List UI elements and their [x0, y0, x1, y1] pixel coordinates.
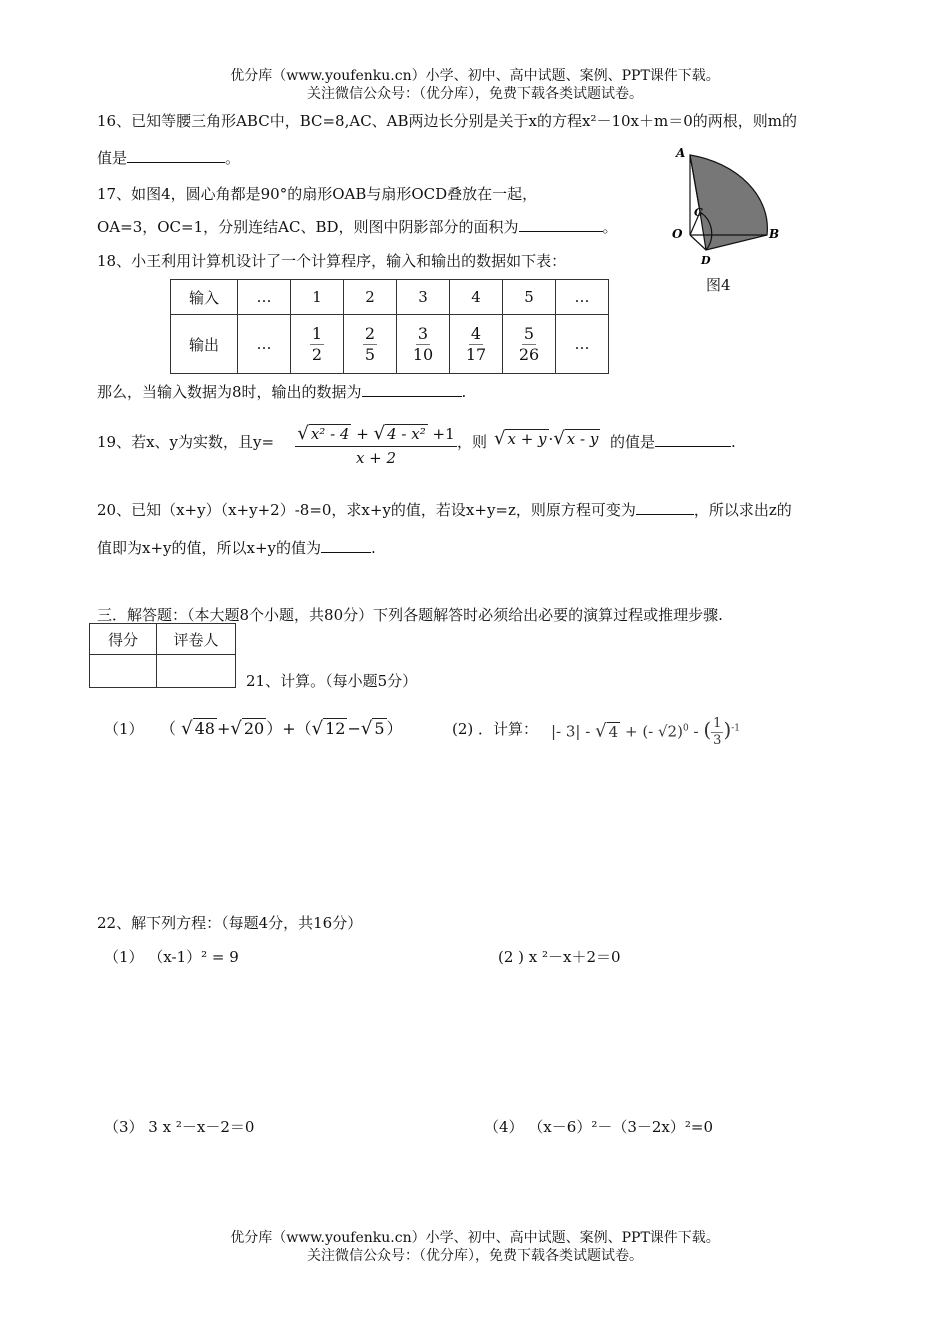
fraction-numerator: 5	[523, 323, 535, 343]
q20-line1-text: 20、已知（x+y）（x+y+2）-8=0，求x+y的值，若设x+y=z，则原方程可变为	[97, 501, 636, 519]
q21-part1-expression	[160, 716, 403, 739]
fraction-denominator: 10	[412, 344, 434, 364]
fraction-numerator: 1	[311, 323, 323, 343]
score-table	[89, 623, 236, 688]
q19-suffix-end: .	[731, 433, 736, 451]
q21-p2-plus: +	[624, 722, 638, 741]
q18-after-text: 那么，当输入数据为8时，输出的数据为	[97, 383, 362, 401]
q21-p1-r3: 12	[325, 719, 346, 738]
q19-prefix: 19、若x、y为实数，且y=	[97, 433, 275, 451]
q21-title: 21、计算。（每小题5分）	[246, 672, 418, 690]
figure-caption: 图4	[706, 276, 731, 294]
label-a: A	[676, 146, 686, 160]
q21-p2-exp1: -1	[731, 723, 741, 734]
q21-p1-mid: ）+（	[266, 719, 312, 738]
io-cell-input: 5	[503, 280, 556, 315]
q19-fraction-numerator	[295, 423, 457, 447]
q21-p1-minus: −	[347, 719, 361, 738]
q20-line2	[97, 537, 376, 558]
io-cell-input: 2	[344, 280, 397, 315]
radical-sign: √	[595, 720, 607, 742]
page-header-line2: 关注微信公众号：（优分库），免费下载各类试题试卷。	[307, 86, 643, 102]
radical-sign: √	[373, 423, 386, 444]
q17-line1: 17、如图4，圆心角都是90°的扇形OAB与扇形OCD叠放在一起，	[97, 185, 538, 203]
q21-p2-minus1: -	[585, 722, 591, 741]
q19-radicand-1: x² - 4	[310, 425, 350, 443]
score-header-grader: 评卷人	[157, 624, 236, 655]
q19-fraction	[295, 423, 457, 467]
score-table-body	[90, 655, 236, 688]
fraction-numerator: 4	[470, 323, 482, 343]
q20-answer-blank-1	[636, 500, 694, 515]
q18-after-end: .	[461, 383, 467, 401]
q21-part2-expression	[551, 716, 740, 749]
label-c: C	[694, 206, 703, 219]
q16-line2-end: 。	[225, 149, 241, 167]
q20-line1-end: ，所以求出z的	[693, 501, 792, 519]
q16-answer-blank	[127, 148, 225, 163]
q21-p2-exp0: 0	[682, 723, 689, 734]
io-cell-output	[344, 315, 397, 374]
radical-sign: √	[360, 718, 373, 739]
score-header-score: 得分	[90, 624, 157, 655]
q17-line2	[97, 216, 618, 237]
q19-dot: ·	[548, 430, 554, 448]
q22-equation-4: （4） （x－6）²－（3－2x）²=0	[484, 1118, 713, 1136]
page-footer-line1: 优分库（www.youfenku.cn）小学、初中、高中试题、案例、PPT课件下载。	[230, 1230, 720, 1246]
grader-cell	[157, 655, 236, 688]
q19-radicand-2: 4 - x²	[387, 425, 426, 443]
q19-plus: +	[356, 425, 369, 443]
radical-sign: √	[494, 428, 506, 449]
figure-4-sectors	[668, 140, 792, 266]
q19-radicand-3: x + y	[507, 430, 547, 448]
q21-p1-r4: 5	[374, 719, 385, 738]
fraction-denominator: 5	[364, 344, 376, 364]
fraction-denominator: 3	[713, 733, 722, 748]
label-d: D	[701, 254, 711, 266]
q19-answer-blank	[655, 432, 731, 447]
io-cell-input: 4	[450, 280, 503, 315]
io-cell-input: 1	[291, 280, 344, 315]
q18-after	[97, 381, 466, 402]
radical-sign: √	[311, 718, 324, 739]
q20-line1	[97, 499, 792, 520]
q19-suffix-text: 的值是	[610, 433, 656, 451]
io-table	[170, 279, 609, 374]
fraction-numerator: 3	[417, 323, 429, 343]
io-label-output: 输出	[171, 315, 238, 374]
io-cell-output	[450, 315, 503, 374]
q17-line2-text: OA=3，OC=1，分别连结AC、BD，则图中阴影部分的面积为	[97, 218, 519, 236]
q16-line1: 16、已知等腰三角形ABC中，BC=8,AC、AB两边长分别是关于x的方程x²－10x＋m＝0的两根，则m的	[97, 112, 797, 130]
section3-heading: 三．解答题：（本大题8个小题，共80分）下列各题解答时必须给出必要的演算过程或推理步骤.	[97, 606, 723, 624]
q20-line2-text: 值即为x+y的值，所以x+y的值为	[97, 539, 322, 557]
q19-product	[494, 428, 600, 449]
q20-answer-blank-2	[321, 538, 371, 553]
q18-line1: 18、小王利用计算机设计了一个计算程序，输入和输出的数据如下表：	[97, 252, 567, 270]
q22-equation-1: （1） （x-1）² = 9	[104, 948, 239, 966]
fraction-numerator: 1	[713, 716, 722, 731]
q21-part2-label: (2) ．计算：	[452, 720, 539, 738]
q21-p2-fraction	[711, 716, 723, 749]
score-cell	[90, 655, 157, 688]
radical-sign: √	[230, 718, 242, 739]
io-label-input: 输入	[171, 280, 238, 315]
q21-p1-lp: （	[160, 719, 177, 738]
page-header-line1: 优分库（www.youfenku.cn）小学、初中、高中试题、案例、PPT课件下载。	[230, 68, 720, 84]
fraction-denominator: 17	[465, 344, 487, 364]
q21-p1-rp: ）	[386, 719, 403, 738]
q20-line2-end: .	[371, 539, 376, 557]
radical-sign: √	[297, 423, 309, 444]
q18-answer-blank	[362, 382, 462, 397]
io-cell-ellipsis: …	[238, 315, 291, 374]
io-cell-ellipsis: …	[238, 280, 291, 315]
radical-sign: √	[181, 718, 193, 739]
q16-line2	[97, 147, 240, 168]
io-table-row-output	[171, 315, 609, 374]
radical-sign: √	[553, 428, 565, 449]
q19-suffix	[610, 431, 736, 452]
right-paren: )	[723, 717, 732, 742]
fraction-numerator: 2	[364, 323, 376, 343]
left-paren: (	[703, 717, 712, 742]
q21-p1-r1: 48	[194, 719, 215, 738]
q19-num-tail: +1	[432, 425, 455, 443]
q17-line2-end: 。	[602, 218, 618, 236]
q19-fraction-denominator: x + 2	[355, 449, 397, 467]
label-o: O	[672, 227, 683, 241]
shaded-region	[690, 155, 767, 250]
io-cell-output	[291, 315, 344, 374]
q21-part1-label: （1）	[104, 720, 144, 738]
q19-mid: ，则	[457, 433, 488, 451]
io-cell-ellipsis: …	[556, 315, 609, 374]
q16-line2-text: 值是	[97, 149, 128, 167]
io-cell-output	[503, 315, 556, 374]
score-table-header	[90, 624, 236, 655]
q22-title: 22、解下列方程：（每题4分，共16分）	[97, 914, 363, 932]
q21-p1-r2: 20	[243, 719, 265, 738]
q22-equation-3: （3） 3 x ²－x－2＝0	[104, 1118, 255, 1136]
io-cell-ellipsis: …	[556, 280, 609, 315]
q21-p1-plus: +	[216, 719, 231, 738]
q19-radicand-4: x - y	[566, 430, 599, 448]
q17-answer-blank	[519, 217, 603, 232]
q21-p2-r1: 4	[608, 722, 619, 741]
fraction-denominator: 2	[311, 344, 323, 364]
label-b: B	[769, 227, 780, 241]
page-footer-line2: 关注微信公众号：（优分库），免费下载各类试题试卷。	[307, 1248, 643, 1264]
q22-equation-2: (2 ) x ²－x＋2＝0	[498, 948, 621, 966]
q21-p2-abs: |- 3|	[551, 722, 581, 741]
q21-p2-paren: (- √2)	[642, 722, 683, 741]
io-cell-input: 3	[397, 280, 450, 315]
io-cell-output	[397, 315, 450, 374]
q21-p2-minus2: -	[693, 722, 699, 741]
fraction-denominator: 26	[518, 344, 540, 364]
io-table-row-input	[171, 280, 609, 315]
